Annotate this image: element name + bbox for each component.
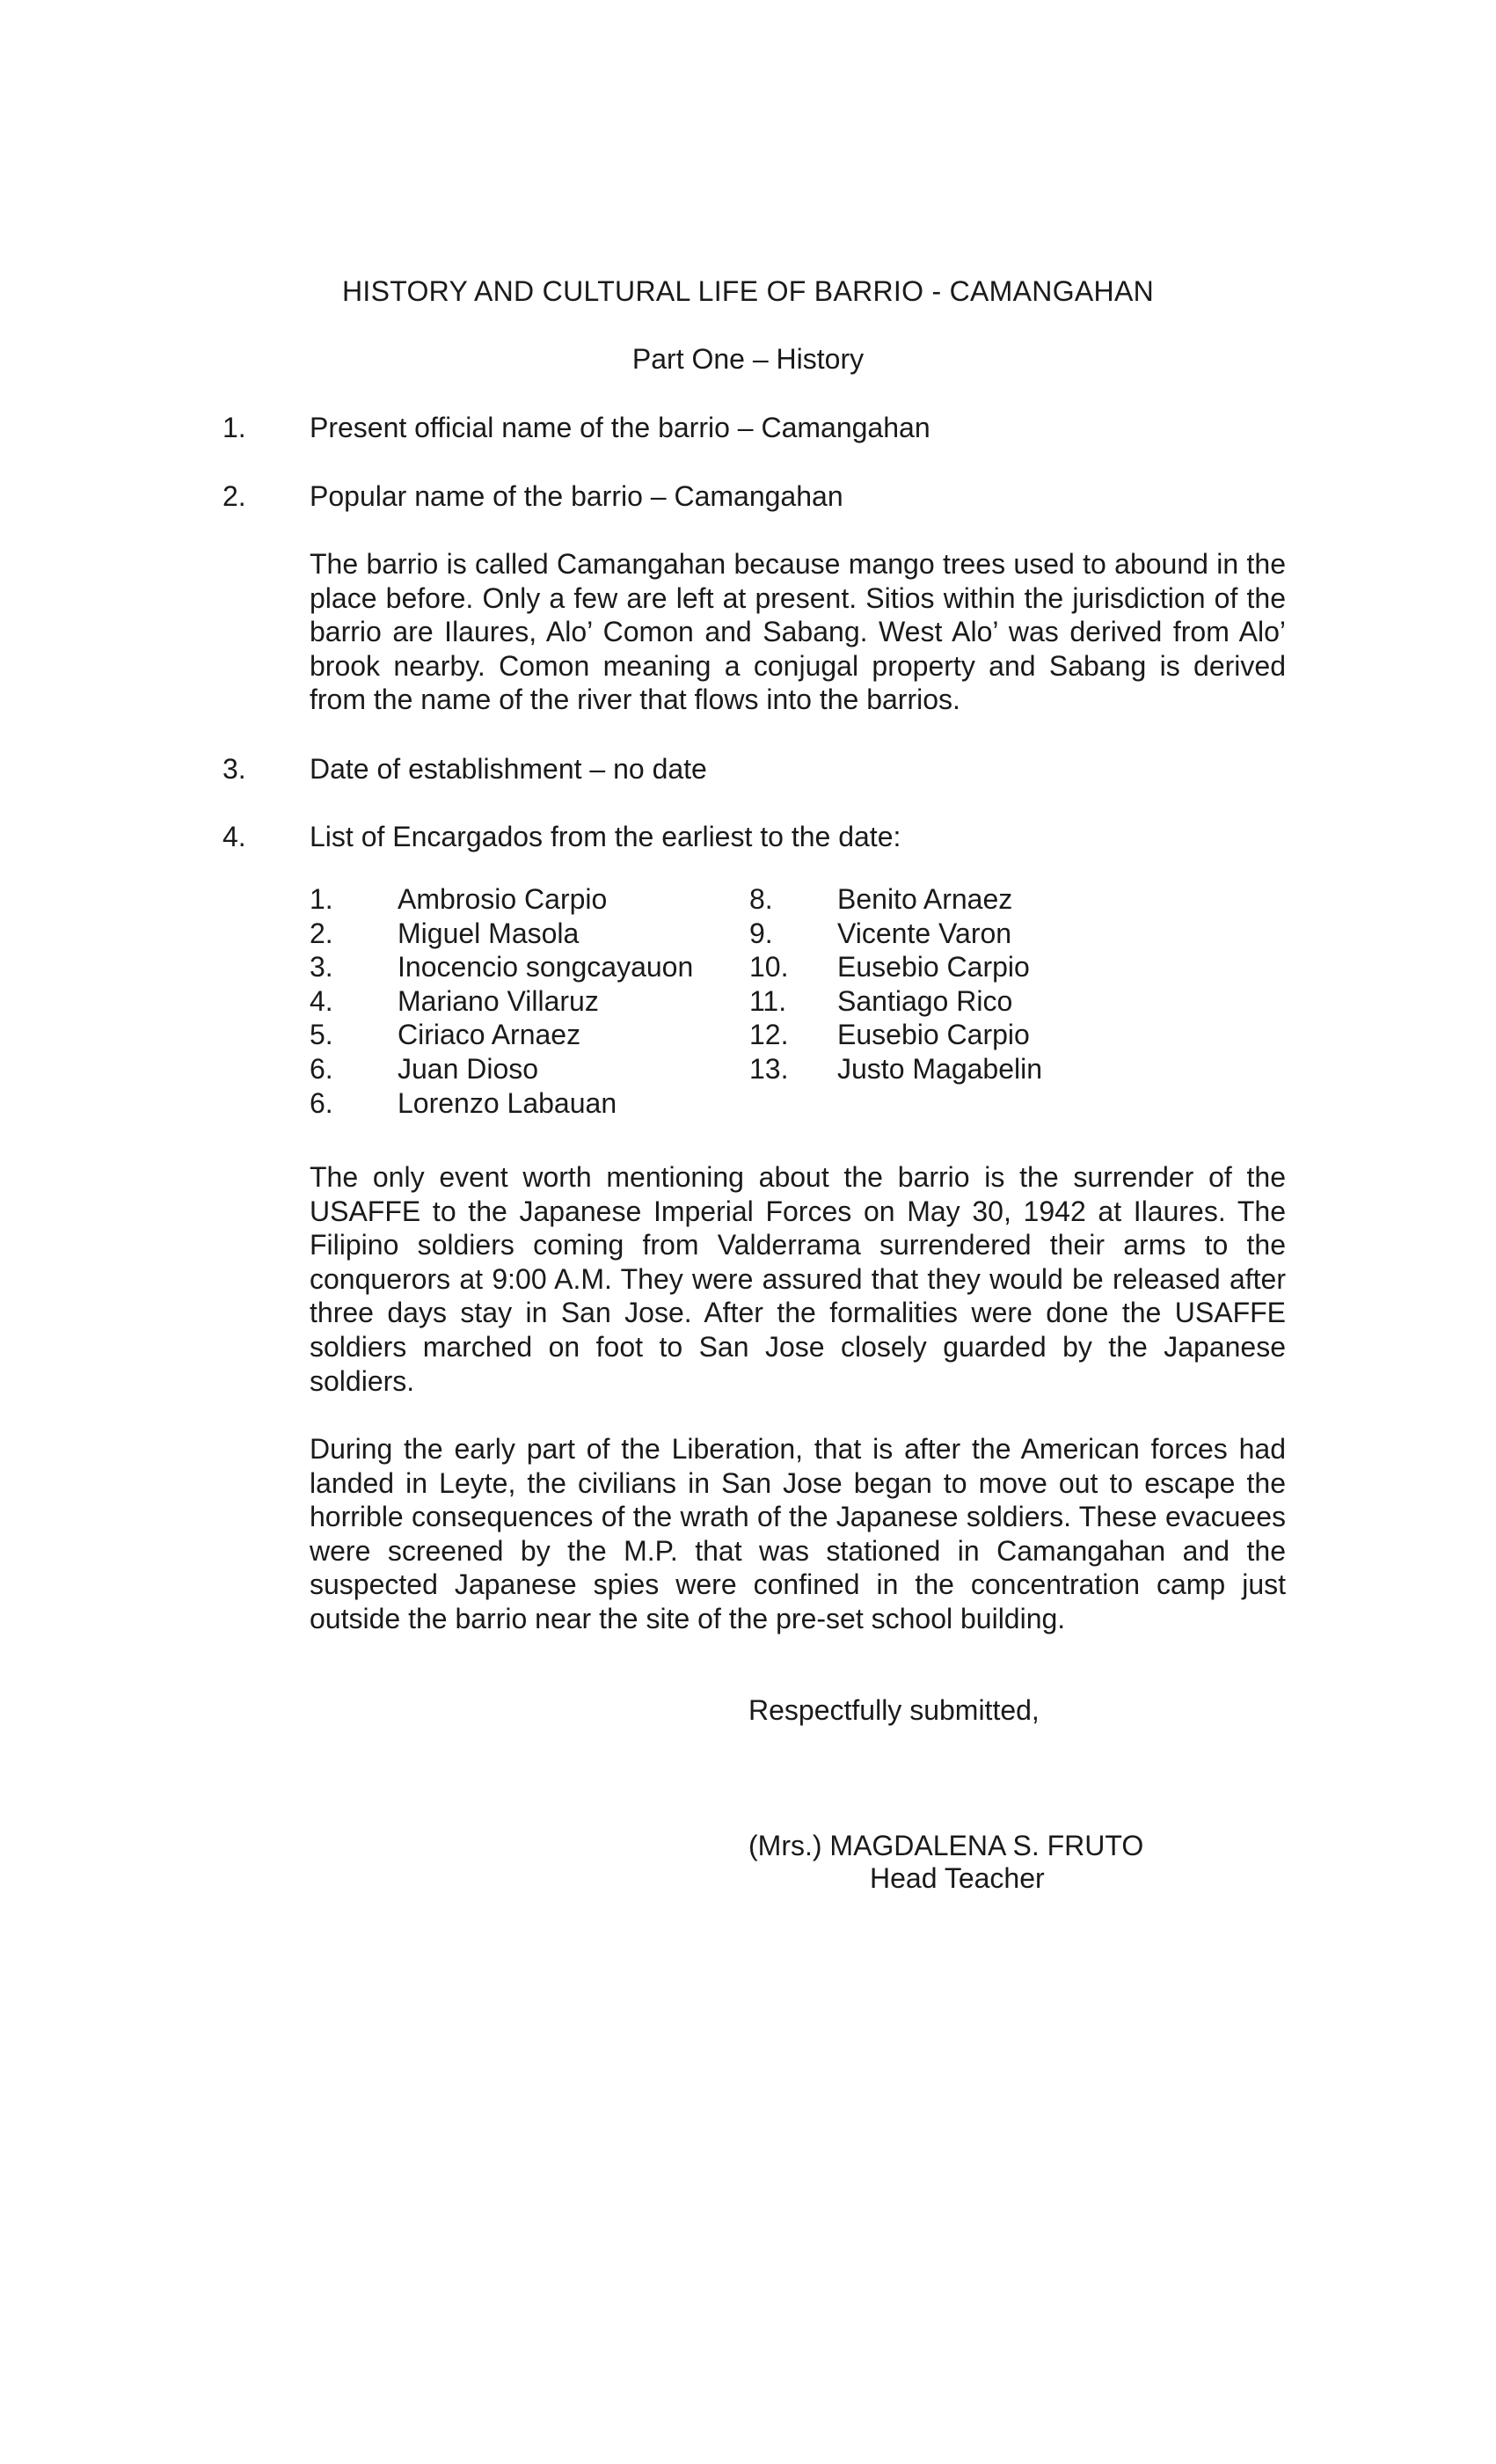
list-number: 5.: [310, 1019, 333, 1051]
item-text: List of Encargados from the earliest to the date:: [310, 821, 901, 852]
list-name: Justo Magabelin: [837, 1052, 1043, 1085]
paragraph-liberation: During the early part of the Liberation, that is after the American forces had landed in Leyte, the civilians in San Jose began to move out to escape the horrible consequences of the wrath of the Japanese soldiers. These evacuees were screened by the M.P. that was stationed in Camangahan and the suspected Japanese spies were confined in the concentration camp just outside the barrio near the site of the pre-set school building.: [310, 1433, 1286, 1634]
item-number: 1.: [223, 412, 246, 443]
list-name: Eusebio Carpio: [837, 951, 1030, 983]
list-name: Santiago Rico: [837, 984, 1013, 1017]
list-number: 3.: [310, 951, 333, 983]
list-number: 8.: [749, 883, 773, 915]
item-text: Popular name of the barrio – Camangahan: [310, 480, 843, 512]
item-number: 4.: [223, 821, 246, 852]
item-text: Date of establishment – no date: [310, 753, 707, 785]
encargados-list: [310, 882, 1189, 1129]
list-number: 13.: [749, 1052, 789, 1085]
list-name: Ambrosio Carpio: [398, 883, 608, 915]
list-number: 10.: [749, 951, 789, 983]
signoff-text: Respectfully submitted,: [748, 1694, 1040, 1726]
list-number: 12.: [749, 1019, 789, 1051]
item-number: 2.: [223, 480, 246, 512]
list-number: 1.: [310, 883, 333, 915]
signer-role: Head Teacher: [870, 1862, 1045, 1894]
list-number: 9.: [749, 917, 773, 949]
document-subtitle: Part One – History: [631, 343, 865, 375]
list-name: Lorenzo Labauan: [398, 1086, 617, 1119]
list-name: Ciriaco Arnaez: [398, 1019, 581, 1051]
list-number: 6.: [310, 1086, 333, 1119]
paragraph-name-origin: The barrio is called Camangahan because mango trees used to abound in the place before. Only a few are left at present. Sitios within the jurisdiction of the barrio are Ilaures, Alo’ Comon and Sabang. West Alo’ was derived from Alo’ brook nearby. Comon meaning a conjugal property and Sabang is derived from the name of the river that flows into the barrios.: [310, 548, 1286, 716]
list-number: 4.: [310, 984, 333, 1017]
signer-name: (Mrs.) MAGDALENA S. FRUTO: [748, 1830, 1144, 1861]
list-number: 2.: [310, 917, 333, 949]
signature-block: [748, 1830, 1171, 1895]
list-name: Vicente Varon: [837, 917, 1012, 949]
list-name: Eusebio Carpio: [837, 1019, 1030, 1051]
document-title: HISTORY AND CULTURAL LIFE OF BARRIO - CAMANGAHAN: [341, 275, 1154, 307]
item-number: 3.: [223, 753, 246, 785]
list-number: 11.: [749, 984, 787, 1017]
list-name: Benito Arnaez: [837, 883, 1013, 915]
list-name: Miguel Masola: [398, 917, 580, 949]
list-name: Mariano Villaruz: [398, 984, 599, 1017]
list-name: Juan Dioso: [398, 1052, 539, 1085]
item-text: Present official name of the barrio – Camangahan: [310, 412, 930, 443]
list-name: Inocencio songcayauon: [398, 951, 694, 983]
paragraph-surrender-event: The only event worth mentioning about the barrio is the surrender of the USAFFE to the Japanese Imperial Forces on May 30, 1942 at Ilaures. The Filipino soldiers coming from Valderrama surrendered their arms to the conquerors at 9:00 A.M. They were assured that they would be released after three days stay in San Jose. After the formalities were done the USAFFE soldiers marched on foot to San Jose closely guarded by the Japanese soldiers.: [310, 1161, 1286, 1397]
list-number: 6.: [310, 1052, 333, 1085]
